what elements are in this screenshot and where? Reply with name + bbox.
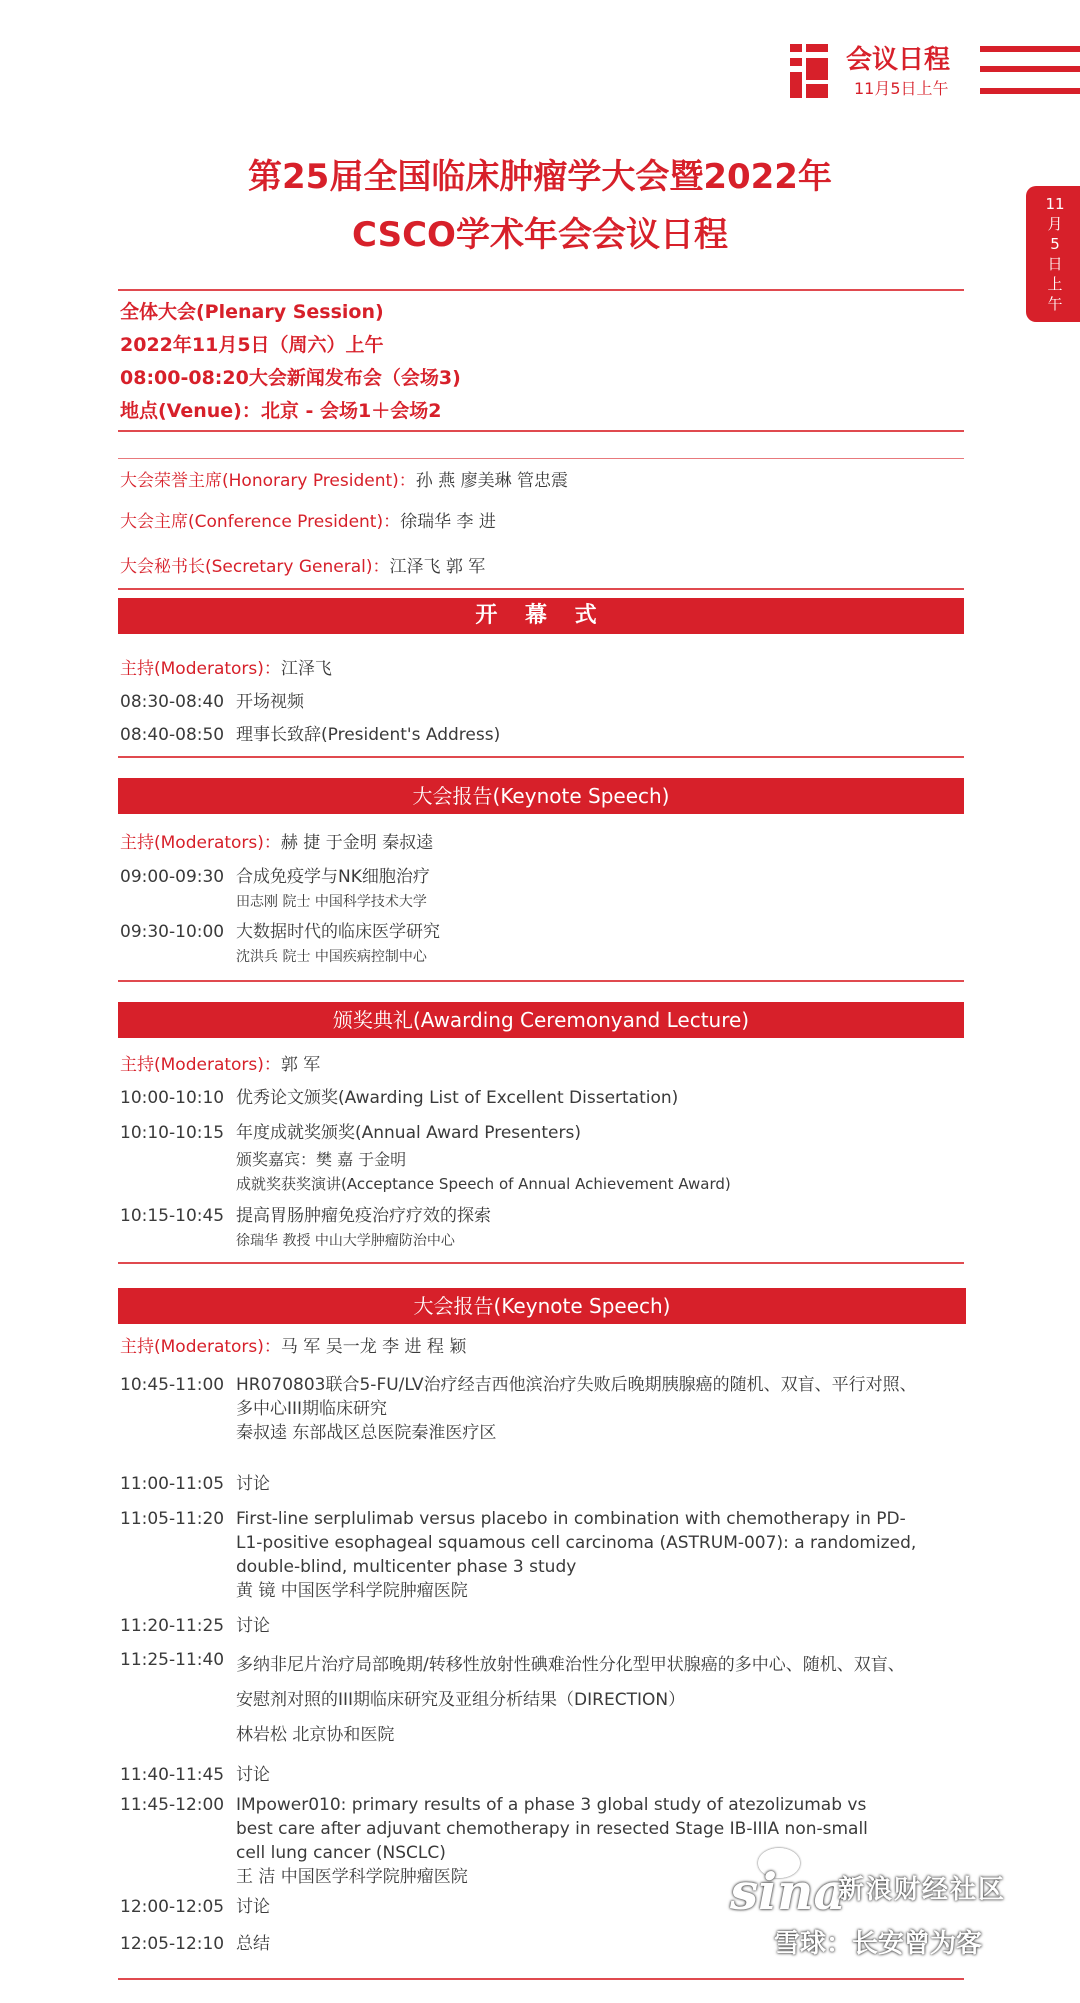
schedule-item: 10:00-10:10 优秀论文颁奖(Awarding List of Excellent Dissertation) (120, 1088, 679, 1108)
session-press: 08:00-08:20大会新闻发布会（会场3) (120, 367, 461, 389)
schedule-time: 12:05-12:10 (120, 1934, 225, 1954)
schedule-time: 12:00-12:05 (120, 1897, 225, 1917)
opening-moderators: 主持(Moderators)：江泽飞 (120, 659, 332, 679)
award-speech: 成就奖获奖演讲(Acceptance Speech of Annual Achievement Award) (236, 1175, 731, 1193)
schedule-item: 讨论 (236, 1616, 270, 1636)
schedule-item: 讨论 (236, 1765, 270, 1785)
page-title-line2: CSCO学术年会会议日程 (352, 215, 728, 255)
schedule-item: 08:40-08:50 理事长致辞(President's Address) (120, 725, 501, 745)
schedule-item: First-line serplulimab versus placebo in combination with chemotherapy in PD- L1-positive esophageal squamous cell carcinoma (ASTRUM-007): a randomized, double-blind, multicenter phase 3 study 黄 镜 中国医学科学院肿瘤医院 (236, 1509, 917, 1601)
watermark-line2: 雪球：长安曾为客 (774, 1929, 983, 1959)
schedule-item: HR070803联合5-FU/LV治疗经吉西他滨治疗失败后晚期胰腺癌的随机、双盲、平行对照、 多中心III期临床研究 秦叔逵 东部战区总医院秦淮医疗区 (236, 1375, 917, 1443)
speaker: 沈洪兵 院士 中国疾病控制中心 (236, 949, 427, 965)
watermark (730, 1844, 1075, 1984)
page-title-line1: 第25届全国临床肿瘤学大会暨2022年 (248, 157, 832, 197)
schedule-time: 11:00-11:05 (120, 1474, 225, 1494)
session-date: 2022年11月5日（周六）上午 (120, 334, 384, 356)
header-badge (790, 44, 1080, 104)
badge-logo-icon (790, 44, 830, 100)
section-awards-header: 颁奖典礼(Awarding Ceremonyand Lecture) (118, 1002, 964, 1038)
section-keynote2-header: 大会报告(Keynote Speech) (118, 1288, 966, 1324)
schedule-time: 11:25-11:40 (120, 1650, 225, 1670)
speaker: 徐瑞华 教授 中山大学肿瘤防治中心 (236, 1233, 455, 1249)
schedule-time: 11:20-11:25 (120, 1616, 225, 1636)
keynote2-moderators: 主持(Moderators)：马 军 吴一龙 李 进 程 颖 (120, 1337, 467, 1357)
side-date-text: 11 月 5 日 上 午 (1045, 195, 1065, 313)
schedule-item: 09:30-10:00 大数据时代的临床医学研究 (120, 922, 440, 942)
session-venue: 地点(Venue)：北京 - 会场1＋会场2 (120, 400, 442, 422)
schedule-item: 09:00-09:30 合成免疫学与NK细胞治疗 (120, 867, 430, 887)
schedule-item: 多纳非尼片治疗局部晚期/转移性放射性碘难治性分化型甲状腺癌的多中心、随机、双盲、 安慰剂对照的III期临床研究及亚组分析结果（DIRECTION） 林岩松 北京协和医院 (236, 1655, 905, 1745)
speaker: 田志刚 院士 中国科学技术大学 (236, 894, 427, 910)
schedule-item: 总结 (236, 1934, 270, 1954)
schedule-time: 11:45-12:00 (120, 1795, 225, 1815)
section-keynote1-header: 大会报告(Keynote Speech) (118, 778, 964, 814)
conference-president: 大会主席(Conference President)：徐瑞华 李 进 (120, 512, 496, 532)
schedule-item: 讨论 (236, 1897, 270, 1917)
honorary-president: 大会荣誉主席(Honorary President)：孙 燕 廖美琳 管忠震 (120, 471, 569, 491)
schedule-item: 08:30-08:40 开场视频 (120, 692, 304, 712)
schedule-time: 11:40-11:45 (120, 1765, 225, 1785)
award-presenters: 颁奖嘉宾：樊 嘉 于金明 (236, 1150, 407, 1169)
schedule-item: 讨论 (236, 1474, 270, 1494)
watermark-brand: sina (730, 1862, 846, 1921)
schedule-item: IMpower010: primary results of a phase 3 global study of atezolizumab vs best care after adjuvant chemotherapy in resected Stage IB-IIIA non-small cell lung cancer (NSCLC) 王 洁 中国医学科学院肿瘤医院 (236, 1795, 868, 1887)
awards-moderators: 主持(Moderators)：郭 军 (120, 1055, 321, 1075)
watermark-line1: 新浪财经社区 (838, 1875, 1007, 1905)
session-info (120, 296, 461, 428)
page-title (0, 148, 1080, 264)
badge-subtitle: 11月5日上午 (854, 79, 949, 98)
schedule-item: 10:15-10:45 提高胃肠肿瘤免疫治疗疗效的探索 (120, 1206, 491, 1226)
section-opening-header: 开 幕 式 (118, 598, 964, 634)
secretary-general: 大会秘书长(Secretary General)：江泽飞 郭 军 (120, 557, 486, 577)
session-name: 全体大会(Plenary Session) (120, 301, 384, 323)
keynote1-moderators: 主持(Moderators)：赫 捷 于金明 秦叔逵 (120, 833, 434, 853)
schedule-time: 10:45-11:00 (120, 1375, 225, 1395)
schedule-item: 10:10-10:15 年度成就奖颁奖(Annual Award Presenters) (120, 1123, 581, 1143)
badge-title: 会议日程 (846, 45, 951, 75)
schedule-time: 11:05-11:20 (120, 1509, 225, 1529)
